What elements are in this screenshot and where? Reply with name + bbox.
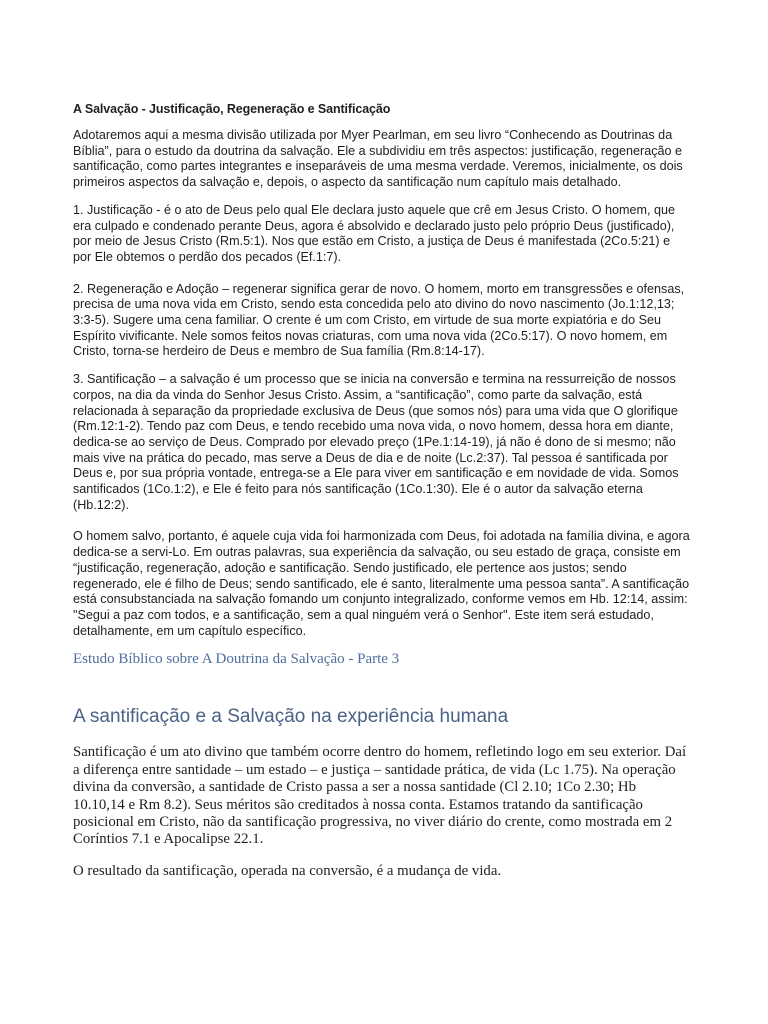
section-paragraph-1: Santificação é um ato divino que também ocorre dentro do homem, refletindo logo em seu exterior. Daí a diferença entre santidade – um estado – e justiça – santidade prática, de vida (Lc 1.75). Na operação divina da conversão, a santidade de Cristo passa a ser a nossa santidade (Cl 2.10; 1Co 2.30; Hb 10.10,14 e Rm 8.2). Seus méritos são creditados à nossa conta. Estamos tratando da santificação posicional em Cristo, não da santificação progressiva, no viver diário do crente, como mostrada em 2 Coríntios 7.1 e Apocalipse 22.1.: [73, 744, 687, 848]
regeneracao-paragraph: 2. Regeneração e Adoção – regenerar significa gerar de novo. O homem, morto em transgressões e ofensas, precisa de uma nova vida em Cristo, sendo esta concedida pelo ato divino do novo nascimento (Jo.1:12,13; 3:3-5). Sugere uma cena familiar. O crente é um com Cristo, em virtude de sua morte expiatória e do Seu Espírito vivificante. Nele somos feitos novas criaturas, com uma nova vida (2Co.5:17). O novo homem, em Cristo, torna-se herdeiro de Deus e membro de Sua família (Rm.8:14-17).: [73, 281, 685, 359]
intro-paragraph: Adotaremos aqui a mesma divisão utilizada por Myer Pearlman, em seu livro “Conhecendo as Doutrinas da Bíblia”, para o estudo da doutrina da salvação. Ele a subdividiu em três aspectos: justificação, regeneração e santificação, como partes integrantes e inseparáveis de uma mesma verdade. Veremos, inicialmente, os dois primeiros aspectos da salvação e, depois, o aspecto da santificação num capítulo mais detalhado.: [73, 128, 683, 190]
conclusao-paragraph: O homem salvo, portanto, é aquele cuja vida foi harmonizada com Deus, foi adotada na família divina, e agora dedica-se a servi-Lo. Em outras palavras, sua experiência da salvação, ou seu estado de graça, consiste em “justificação, regeneração, adoção e santificação. Sendo justificado, ele pertence aos justos; sendo regenerado, ele é filho de Deus; sendo santificado, ele é santo, literalmente uma pessoa santa”. A santificação está consubstanciada na salvação fomando um conjunto integralizado, conforme vemos em Hb. 12:14, assim: "Segui a paz com todos, e a santificação, sem a qual ninguém verá o Senhor". Este item será estudado, detalhamente, em um capítulo específico.: [73, 529, 690, 638]
document-title: A Salvação - Justificação, Regeneração e Santificação: [73, 102, 391, 116]
santificacao-paragraph: 3. Santificação – a salvação é um processo que se inicia na conversão e termina na ressurreição de nossos corpos, na dia da vinda do Senhor Jesus Cristo. Assim, a “santificação”, como parte da salvação, está relacionada à separação da propriedade exclusiva de Deus (que somos nós) para uma vida que O glorifique (Rm.12:1-2). Tendo paz com Deus, e tendo recebido uma nova vida, o novo homem, dessa hora em diante, dedica-se ao serviço de Deus. Comprado por elevado preço (1Pe.1:14-19), já não é dono de si mesmo; não mais vive na prática do pecado, mas serve a Deus de dia e de noite (Lc.2:37). Tal pessoa é santificada por Deus e, por sua própria vontade, entrega-se a Ele para viver em santificação e em novidade de vida. Somos santificados (1Co.1:2), e Ele é feito para nós santificação (1Co.1:30). Ele é o autor da salvação eterna (Hb.12:2).: [73, 372, 679, 512]
section-paragraph-2: O resultado da santificação, operada na conversão, é a mudança de vida.: [73, 862, 502, 879]
justificacao-paragraph: 1. Justificação - é o ato de Deus pelo qual Ele declara justo aquele que crê em Jesus Cristo. O homem, que era culpado e condenado perante Deus, agora é absolvido e declarado justo pelo próprio Deus (justificado), por meio de Jesus Cristo (Rm.5:1). Nos que estão em Cristo, a justiça de Deus é manifestada (2Co.5:21) e por Ele obtemos o perdão dos pecados (Ef.1:7).: [73, 202, 676, 264]
section-heading: A santificação e a Salvação na experiência humana: [73, 706, 509, 728]
study-link[interactable]: Estudo Bíblico sobre A Doutrina da Salvação - Parte 3: [73, 651, 400, 668]
